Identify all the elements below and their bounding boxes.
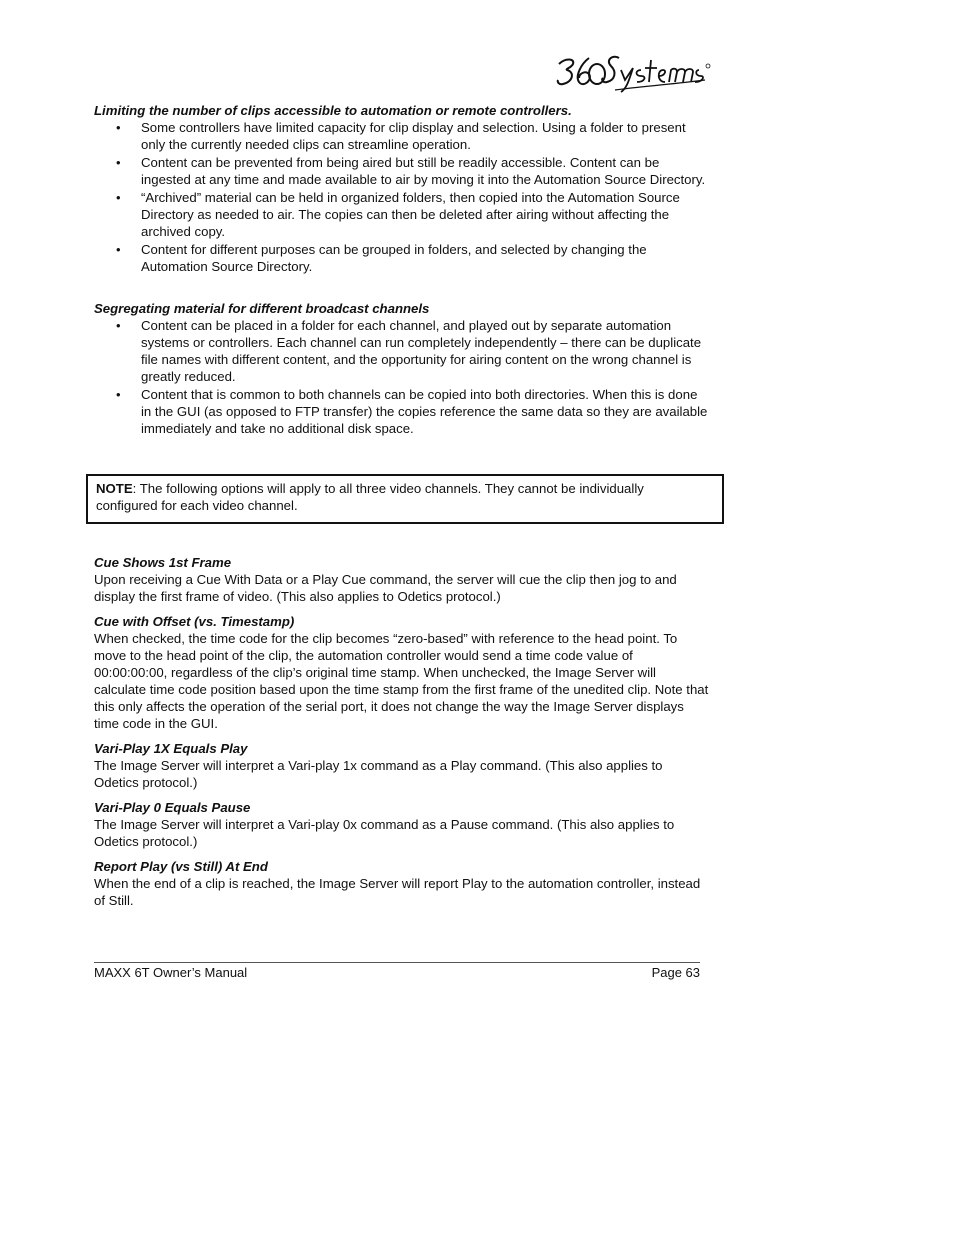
note-label: NOTE (96, 481, 133, 496)
option-heading: Cue with Offset (vs. Timestamp) (94, 614, 295, 629)
bullet-icon: • (116, 242, 121, 257)
bullet-icon: • (116, 155, 121, 170)
option-description: When checked, the time code for the clip becomes “zero-based” with reference to the head point. To move to the head point of the clip, the automation controller would send a time code value of 00:00:00:00, regardless of the clip’s original time stamp. When unchecked, the Image Server will calculate time code position based upon the time stamp from the first frame of the unedited clip. Note that this only affects the operation of the serial port, it does not change the way the Image Server displays time code in the GUI. (94, 631, 709, 731)
option-heading: Report Play (vs Still) At End (94, 859, 268, 874)
note-text: : The following options will apply to all three video channels. They cannot be individually configured for each video channel. (96, 481, 644, 513)
limiting-clips-list (94, 119, 709, 275)
manual-title: MAXX 6T Owner’s Manual (94, 965, 248, 980)
bullet-icon: • (116, 387, 121, 402)
list-item: • Content that is common to both channels can be copied into both directories. When this is done in the GUI (as opposed to FTP transfer) the copies reference the same data so they are available immediately and take no additional disk space. (116, 387, 708, 436)
option-description: When the end of a clip is reached, the Image Server will report Play to the automation controller, instead of Still. (94, 876, 701, 908)
page-content (94, 102, 709, 917)
list-item: • Some controllers have limited capacity for clip display and selection. Using a folder to present only the currently needed clips can streamline operation. (116, 120, 686, 152)
logo-signature-icon (555, 50, 713, 94)
option-heading: Vari-Play 0 Equals Pause (94, 800, 251, 815)
page-number: Page 63 (651, 965, 700, 980)
page-footer (94, 962, 700, 980)
bullet-icon: • (116, 120, 121, 135)
segregating-list (94, 317, 709, 437)
list-item: • Content for different purposes can be grouped in folders, and selected by changing the Automation Source Directory. (116, 242, 647, 274)
note-box (86, 474, 724, 524)
list-item: • “Archived” material can be held in organized folders, then copied into the Automation Source Directory as needed to air. The copies can then be deleted after airing without affecting the archived copy. (116, 190, 680, 239)
option-heading: Cue Shows 1st Frame (94, 555, 232, 570)
section-heading-limiting-clips: Limiting the number of clips accessible to automation or remote controllers. (94, 103, 572, 118)
bullet-icon: • (116, 318, 121, 333)
company-logo (555, 50, 713, 94)
option-description: The Image Server will interpret a Vari-play 1x command as a Play command. (This also applies to Odetics protocol.) (94, 758, 663, 790)
section-heading-segregating: Segregating material for different broadcast channels (94, 301, 430, 316)
option-heading: Vari-Play 1X Equals Play (94, 741, 248, 756)
option-description: The Image Server will interpret a Vari-play 0x command as a Pause command. (This also applies to Odetics protocol.) (94, 817, 675, 849)
list-item: • Content can be prevented from being aired but still be readily accessible. Content can be ingested at any time and made available to air by moving it into the Automation Source Directory. (116, 155, 706, 187)
option-description: Upon receiving a Cue With Data or a Play Cue command, the server will cue the clip then jog to and display the first frame of video. (This also applies to Odetics protocol.) (94, 572, 677, 604)
bullet-icon: • (116, 190, 121, 205)
list-item: • Content can be placed in a folder for each channel, and played out by separate automation systems or controllers. Each channel can run completely independently – there can be duplicate file names with different content, and the opportunity for airing content on the wrong channel is greatly reduced. (116, 318, 702, 384)
